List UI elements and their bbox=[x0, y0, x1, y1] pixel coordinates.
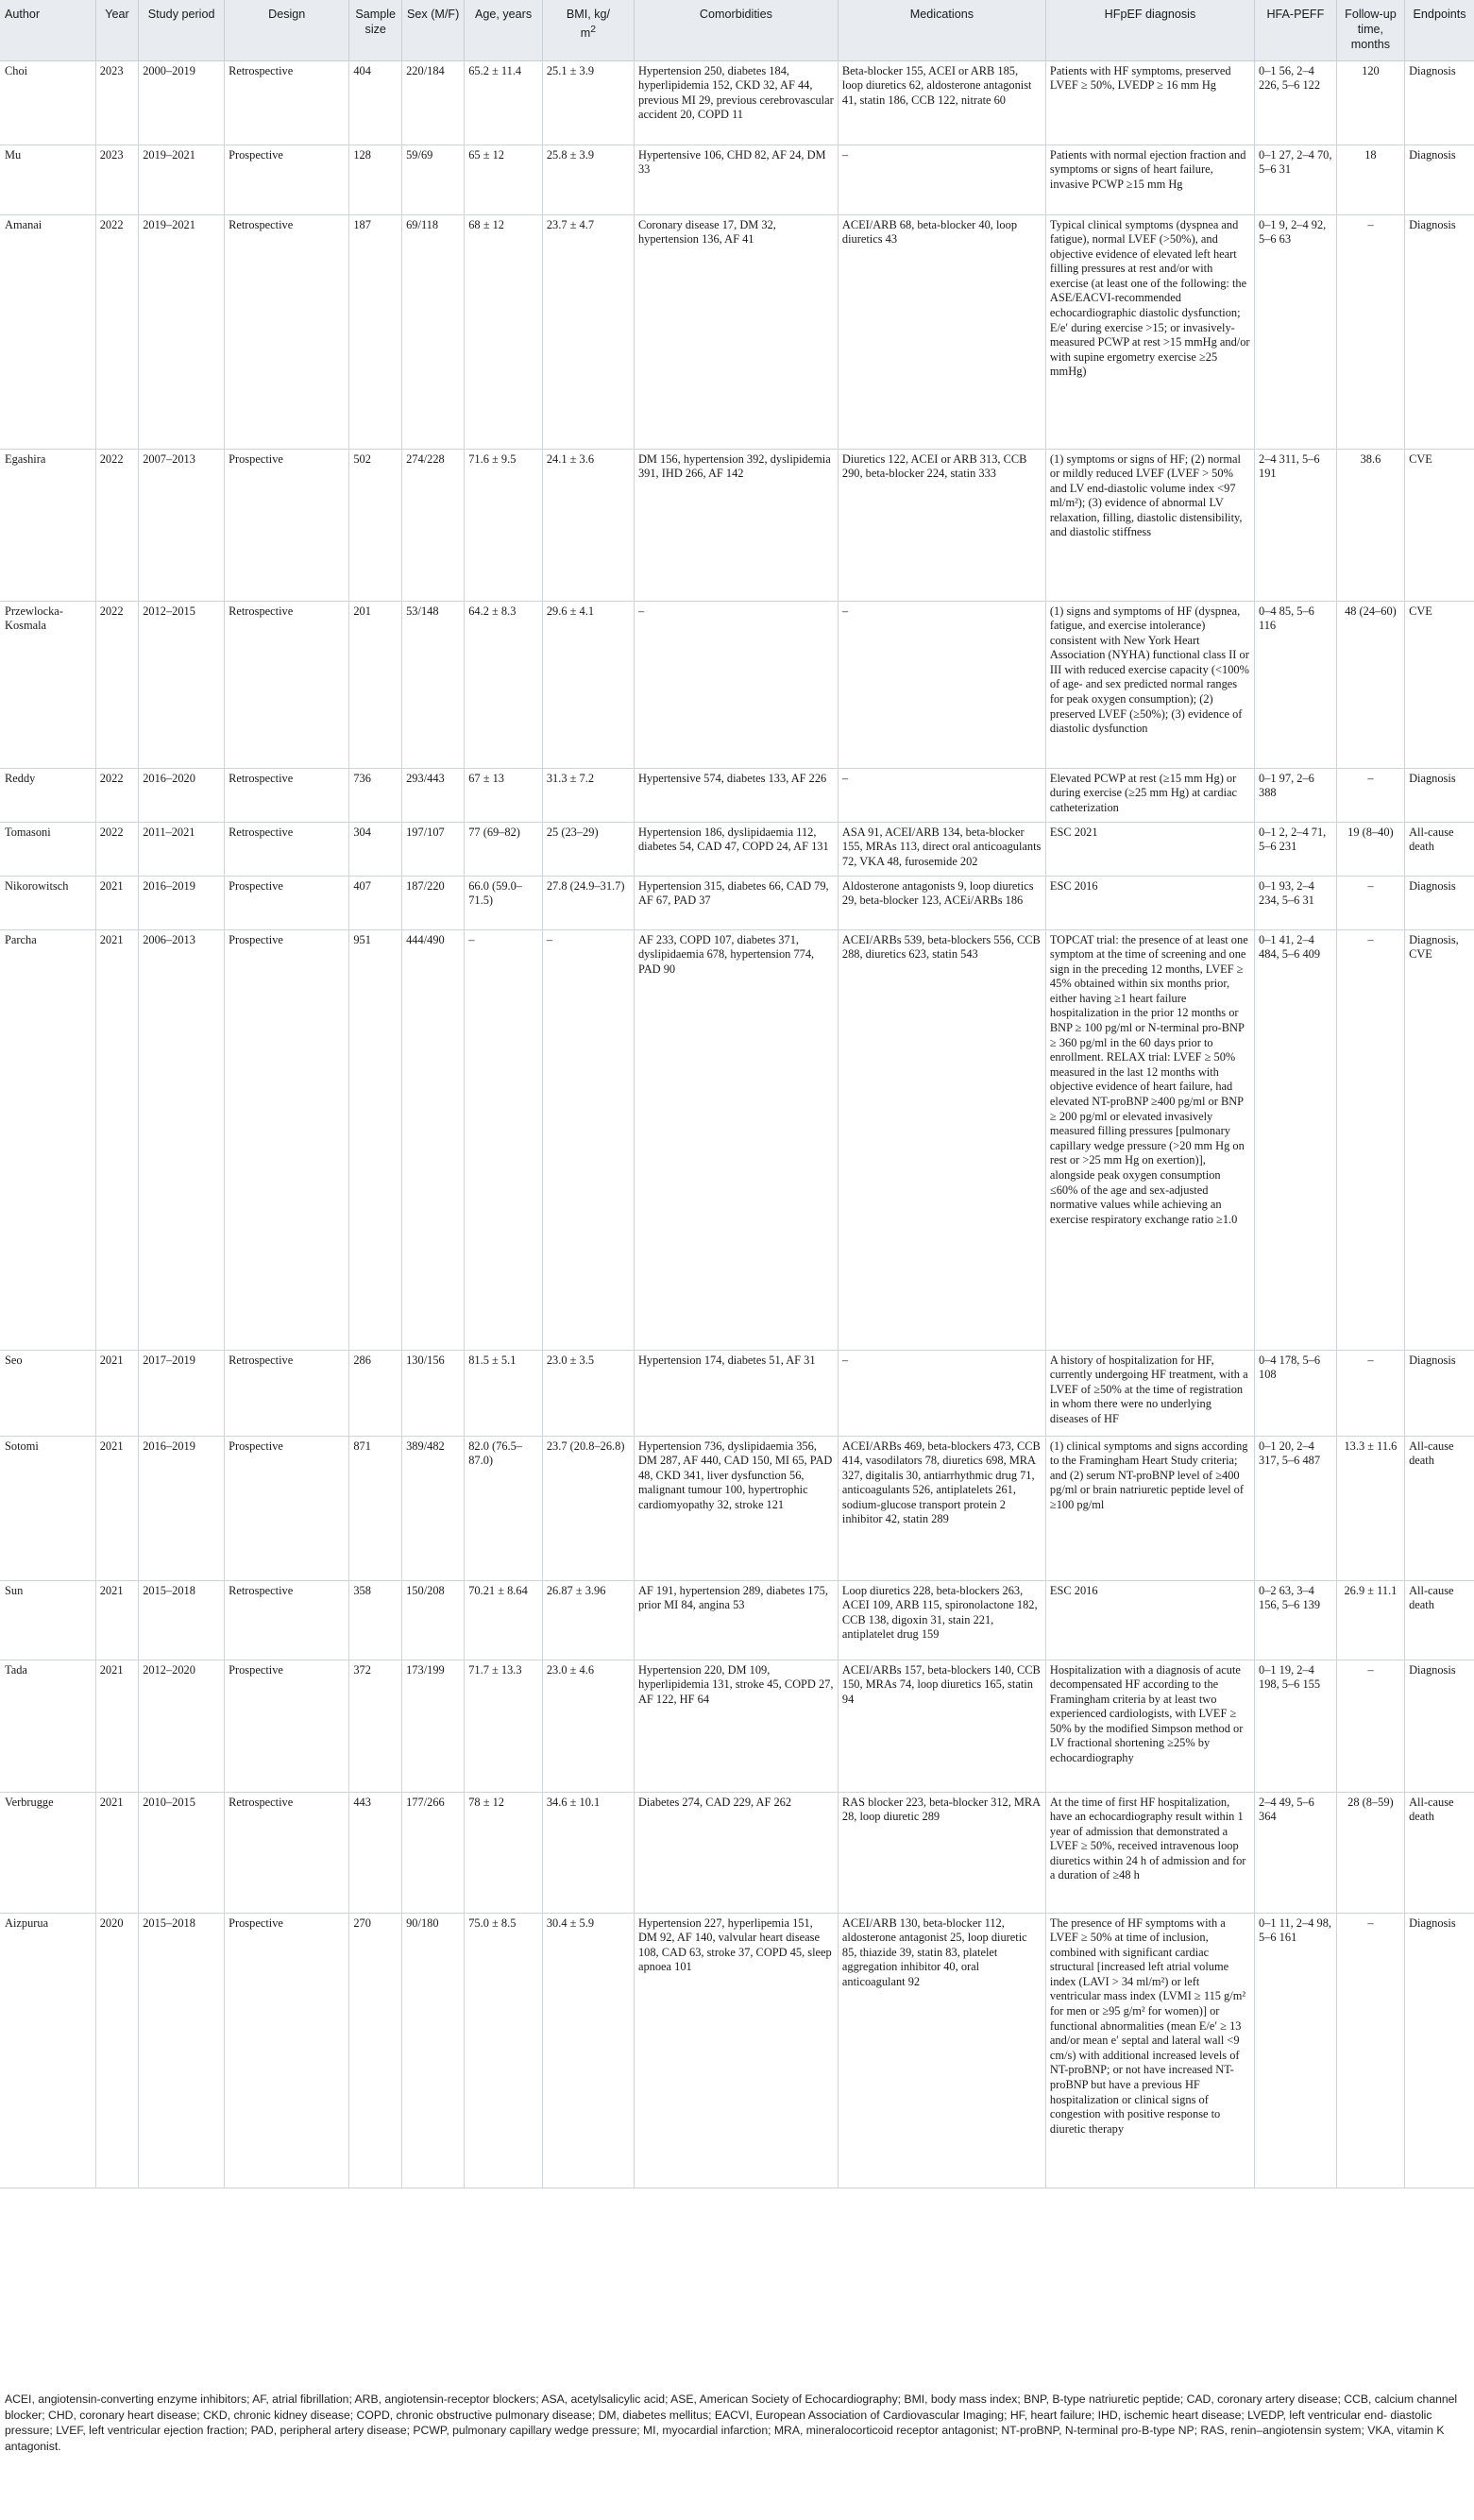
cell-follow-up: 48 (24–60) bbox=[1336, 601, 1404, 768]
cell-endpoints: CVE bbox=[1405, 449, 1474, 601]
cell-sample-size: 286 bbox=[349, 1350, 402, 1436]
table-row bbox=[0, 1792, 1474, 1913]
cell-endpoints: Diagnosis bbox=[1405, 60, 1474, 145]
cell-author: Seo bbox=[0, 1350, 95, 1436]
table-row bbox=[0, 1913, 1474, 2188]
cell-design: Prospective bbox=[225, 1436, 349, 1580]
cell-follow-up: 13.3 ± 11.6 bbox=[1336, 1436, 1404, 1580]
cell-year: 2021 bbox=[95, 876, 138, 929]
table-header-row bbox=[0, 0, 1474, 60]
cell-hfa-peff: 0–1 20, 2–4 317, 5–6 487 bbox=[1255, 1436, 1337, 1580]
cell-hfa-peff: 0–1 93, 2–4 234, 5–6 31 bbox=[1255, 876, 1337, 929]
cell-sex: 90/180 bbox=[402, 1913, 465, 2188]
cell-sample-size: 502 bbox=[349, 449, 402, 601]
cell-comorbidities: Hypertensive 106, CHD 82, AF 24, DM 33 bbox=[634, 145, 838, 214]
cell-endpoints: Diagnosis bbox=[1405, 1660, 1474, 1792]
cell-study-period: 2010–2015 bbox=[139, 1792, 225, 1913]
cell-design: Prospective bbox=[225, 145, 349, 214]
cell-author: Verbrugge bbox=[0, 1792, 95, 1913]
cell-endpoints: All-cause death bbox=[1405, 1436, 1474, 1580]
header-sample-size: Sample size bbox=[349, 0, 402, 60]
cell-hfpef-diagnosis: (1) symptoms or signs of HF; (2) normal or mildly reduced LVEF (LVEF > 50% and LV end-diastolic volume index <97 ml/m²); (3) evidence of abnormal LV relaxation, filling, diastolic distensibility, and diastolic stiffness bbox=[1045, 449, 1254, 601]
cell-year: 2021 bbox=[95, 929, 138, 1350]
cell-hfa-peff: 0–4 85, 5–6 116 bbox=[1255, 601, 1337, 768]
header-bmi bbox=[542, 0, 634, 60]
cell-bmi: – bbox=[542, 929, 634, 1350]
cell-study-period: 2012–2015 bbox=[139, 601, 225, 768]
cell-medications: ACEI/ARB 130, beta-blocker 112, aldosterone antagonist 25, loop diuretic 85, thiazide 39, statin 83, platelet aggregation inhibitor 40, oral anticoagulant 92 bbox=[838, 1913, 1045, 2188]
cell-sex: 293/443 bbox=[402, 768, 465, 822]
cell-sample-size: 404 bbox=[349, 60, 402, 145]
cell-author: Nikorowitsch bbox=[0, 876, 95, 929]
cell-bmi: 29.6 ± 4.1 bbox=[542, 601, 634, 768]
cell-hfa-peff: 2–4 49, 5–6 364 bbox=[1255, 1792, 1337, 1913]
cell-design: Retrospective bbox=[225, 1792, 349, 1913]
cell-author: Mu bbox=[0, 145, 95, 214]
cell-design: Retrospective bbox=[225, 601, 349, 768]
cell-comorbidities: Hypertension 315, diabetes 66, CAD 79, AF 67, PAD 37 bbox=[634, 876, 838, 929]
cell-age: – bbox=[465, 929, 543, 1350]
cell-hfpef-diagnosis: ESC 2016 bbox=[1045, 1580, 1254, 1660]
cell-comorbidities: Hypertensive 574, diabetes 133, AF 226 bbox=[634, 768, 838, 822]
cell-bmi: 23.0 ± 3.5 bbox=[542, 1350, 634, 1436]
cell-hfa-peff: 0–2 63, 3–4 156, 5–6 139 bbox=[1255, 1580, 1337, 1660]
cell-medications: Diuretics 122, ACEI or ARB 313, CCB 290, beta-blocker 224, statin 333 bbox=[838, 449, 1045, 601]
cell-age: 68 ± 12 bbox=[465, 214, 543, 449]
cell-medications: ACEI/ARB 68, beta-blocker 40, loop diuretics 43 bbox=[838, 214, 1045, 449]
cell-sex: 444/490 bbox=[402, 929, 465, 1350]
cell-comorbidities: Diabetes 274, CAD 229, AF 262 bbox=[634, 1792, 838, 1913]
cell-follow-up: 38.6 bbox=[1336, 449, 1404, 601]
cell-medications: ASA 91, ACEI/ARB 134, beta-blocker 155, MRAs 113, direct oral anticoagulants 72, VKA 48, furosemide 202 bbox=[838, 822, 1045, 876]
cell-comorbidities: Hypertension 174, diabetes 51, AF 31 bbox=[634, 1350, 838, 1436]
cell-year: 2023 bbox=[95, 60, 138, 145]
cell-author: Egashira bbox=[0, 449, 95, 601]
cell-sex: 177/266 bbox=[402, 1792, 465, 1913]
cell-author: Sun bbox=[0, 1580, 95, 1660]
header-endpoints: Endpoints bbox=[1405, 0, 1474, 60]
cell-study-period: 2019–2021 bbox=[139, 214, 225, 449]
header-design: Design bbox=[225, 0, 349, 60]
cell-comorbidities: Coronary disease 17, DM 32, hypertension 136, AF 41 bbox=[634, 214, 838, 449]
table-row bbox=[0, 876, 1474, 929]
cell-sex: 197/107 bbox=[402, 822, 465, 876]
cell-author: Aizpurua bbox=[0, 1913, 95, 2188]
cell-endpoints: Diagnosis bbox=[1405, 768, 1474, 822]
cell-sample-size: 128 bbox=[349, 145, 402, 214]
cell-comorbidities: Hypertension 736, dyslipidaemia 356, DM 287, AF 440, CAD 150, MI 65, PAD 48, CKD 341, liver dysfunction 56, malignant tumour 100, hypertrophic cardiomyopathy 32, stroke 121 bbox=[634, 1436, 838, 1580]
header-year: Year bbox=[95, 0, 138, 60]
cell-hfpef-diagnosis: ESC 2016 bbox=[1045, 876, 1254, 929]
cell-year: 2020 bbox=[95, 1913, 138, 2188]
cell-follow-up: – bbox=[1336, 1350, 1404, 1436]
cell-hfpef-diagnosis: (1) clinical symptoms and signs according to the Framingham Heart Study criteria; and (2) serum NT-proBNP level of ≥400 pg/ml or brain natriuretic peptide level of ≥100 pg/ml bbox=[1045, 1436, 1254, 1580]
cell-age: 64.2 ± 8.3 bbox=[465, 601, 543, 768]
cell-sample-size: 270 bbox=[349, 1913, 402, 2188]
cell-medications: ACEI/ARBs 469, beta-blockers 473, CCB 414, vasodilators 78, diuretics 698, MRA 327, digitalis 30, antiarrhythmic drug 71, anticoagulants 526, antiplatelets 261, sodium-glucose transport protein 2 inhibitor 42, statin 289 bbox=[838, 1436, 1045, 1580]
cell-study-period: 2017–2019 bbox=[139, 1350, 225, 1436]
table-row bbox=[0, 1436, 1474, 1580]
cell-design: Retrospective bbox=[225, 822, 349, 876]
cell-hfa-peff: 2–4 311, 5–6 191 bbox=[1255, 449, 1337, 601]
cell-year: 2022 bbox=[95, 214, 138, 449]
cell-age: 78 ± 12 bbox=[465, 1792, 543, 1913]
header-bmi-exponent: 2 bbox=[590, 24, 597, 35]
cell-medications: – bbox=[838, 768, 1045, 822]
cell-year: 2022 bbox=[95, 768, 138, 822]
cell-follow-up: – bbox=[1336, 214, 1404, 449]
cell-year: 2022 bbox=[95, 601, 138, 768]
cell-bmi: 31.3 ± 7.2 bbox=[542, 768, 634, 822]
header-bmi-unit: m bbox=[580, 26, 591, 41]
cell-study-period: 2000–2019 bbox=[139, 60, 225, 145]
cell-sample-size: 201 bbox=[349, 601, 402, 768]
cell-follow-up: – bbox=[1336, 768, 1404, 822]
header-follow-up: Follow-up time, months bbox=[1336, 0, 1404, 60]
cell-medications: RAS blocker 223, beta-blocker 312, MRA 28, loop diuretic 289 bbox=[838, 1792, 1045, 1913]
cell-sex: 150/208 bbox=[402, 1580, 465, 1660]
cell-medications: ACEI/ARBs 157, beta-blockers 140, CCB 150, MRAs 74, loop diuretics 165, statin 94 bbox=[838, 1660, 1045, 1792]
cell-hfa-peff: 0–1 56, 2–4 226, 5–6 122 bbox=[1255, 60, 1337, 145]
cell-sample-size: 407 bbox=[349, 876, 402, 929]
cell-study-period: 2019–2021 bbox=[139, 145, 225, 214]
cell-follow-up: 28 (8–59) bbox=[1336, 1792, 1404, 1913]
cell-age: 71.7 ± 13.3 bbox=[465, 1660, 543, 1792]
cell-medications: – bbox=[838, 1350, 1045, 1436]
cell-sample-size: 187 bbox=[349, 214, 402, 449]
cell-study-period: 2011–2021 bbox=[139, 822, 225, 876]
cell-design: Retrospective bbox=[225, 60, 349, 145]
cell-author: Tomasoni bbox=[0, 822, 95, 876]
cell-age: 81.5 ± 5.1 bbox=[465, 1350, 543, 1436]
cell-hfa-peff: 0–1 19, 2–4 198, 5–6 155 bbox=[1255, 1660, 1337, 1792]
cell-study-period: 2015–2018 bbox=[139, 1580, 225, 1660]
cell-study-period: 2015–2018 bbox=[139, 1913, 225, 2188]
cell-comorbidities: Hypertension 220, DM 109, hyperlipidemia 131, stroke 45, COPD 27, AF 122, HF 64 bbox=[634, 1660, 838, 1792]
cell-bmi: 30.4 ± 5.9 bbox=[542, 1913, 634, 2188]
cell-hfpef-diagnosis: Hospitalization with a diagnosis of acute decompensated HF according to the Framingham criteria by at least two experienced cardiologists, with LVEF ≥ 50% by the modified Simpson method or LV fractional shortening ≥25% by echocardiography bbox=[1045, 1660, 1254, 1792]
cell-hfa-peff: 0–1 27, 2–4 70, 5–6 31 bbox=[1255, 145, 1337, 214]
cell-age: 66.0 (59.0–71.5) bbox=[465, 876, 543, 929]
cell-age: 67 ± 13 bbox=[465, 768, 543, 822]
table-row bbox=[0, 822, 1474, 876]
cell-design: Prospective bbox=[225, 1913, 349, 2188]
cell-comorbidities: AF 233, COPD 107, diabetes 371, dyslipidaemia 678, hypertension 774, PAD 90 bbox=[634, 929, 838, 1350]
header-study-period: Study period bbox=[139, 0, 225, 60]
cell-follow-up: – bbox=[1336, 929, 1404, 1350]
cell-follow-up: – bbox=[1336, 1913, 1404, 2188]
cell-year: 2023 bbox=[95, 145, 138, 214]
cell-author: Sotomi bbox=[0, 1436, 95, 1580]
cell-sample-size: 871 bbox=[349, 1436, 402, 1580]
cell-comorbidities: Hypertension 250, diabetes 184, hyperlipidemia 152, CKD 32, AF 44, previous MI 29, previous cerebrovascular accident 20, COPD 11 bbox=[634, 60, 838, 145]
cell-hfa-peff: 0–1 2, 2–4 71, 5–6 231 bbox=[1255, 822, 1337, 876]
table-row bbox=[0, 601, 1474, 768]
cell-year: 2021 bbox=[95, 1580, 138, 1660]
cell-follow-up: 19 (8–40) bbox=[1336, 822, 1404, 876]
cell-age: 65.2 ± 11.4 bbox=[465, 60, 543, 145]
cell-medications: – bbox=[838, 145, 1045, 214]
cell-sex: 274/228 bbox=[402, 449, 465, 601]
cell-design: Retrospective bbox=[225, 214, 349, 449]
cell-year: 2021 bbox=[95, 1350, 138, 1436]
cell-bmi: 24.1 ± 3.6 bbox=[542, 449, 634, 601]
cell-endpoints: Diagnosis bbox=[1405, 876, 1474, 929]
cell-follow-up: 120 bbox=[1336, 60, 1404, 145]
cell-medications: Loop diuretics 228, beta-blockers 263, ACEI 109, ARB 115, spironolactone 182, CCB 138, digoxin 31, stain 221, antiplatelet drug 159 bbox=[838, 1580, 1045, 1660]
cell-sample-size: 951 bbox=[349, 929, 402, 1350]
cell-bmi: 23.7 ± 4.7 bbox=[542, 214, 634, 449]
cell-sex: 130/156 bbox=[402, 1350, 465, 1436]
cell-bmi: 23.7 (20.8–26.8) bbox=[542, 1436, 634, 1580]
table-row bbox=[0, 768, 1474, 822]
cell-year: 2022 bbox=[95, 449, 138, 601]
cell-design: Retrospective bbox=[225, 1580, 349, 1660]
table-row bbox=[0, 1350, 1474, 1436]
cell-design: Prospective bbox=[225, 876, 349, 929]
cell-author: Reddy bbox=[0, 768, 95, 822]
header-bmi-text: BMI, kg/ bbox=[566, 8, 610, 21]
cell-age: 77 (69–82) bbox=[465, 822, 543, 876]
table-row bbox=[0, 145, 1474, 214]
cell-study-period: 2012–2020 bbox=[139, 1660, 225, 1792]
header-medications: Medications bbox=[838, 0, 1045, 60]
cell-medications: ACEI/ARBs 539, beta-blockers 556, CCB 288, diuretics 623, statin 543 bbox=[838, 929, 1045, 1350]
cell-endpoints: Diagnosis, CVE bbox=[1405, 929, 1474, 1350]
cell-medications: – bbox=[838, 601, 1045, 768]
cell-age: 71.6 ± 9.5 bbox=[465, 449, 543, 601]
cell-medications: Aldosterone antagonists 9, loop diuretics 29, beta-blocker 123, ACEi/ARBs 186 bbox=[838, 876, 1045, 929]
cell-endpoints: All-cause death bbox=[1405, 1792, 1474, 1913]
table-row bbox=[0, 929, 1474, 1350]
cell-bmi: 25.1 ± 3.9 bbox=[542, 60, 634, 145]
cell-hfpef-diagnosis: ESC 2021 bbox=[1045, 822, 1254, 876]
cell-study-period: 2016–2019 bbox=[139, 1436, 225, 1580]
cell-age: 75.0 ± 8.5 bbox=[465, 1913, 543, 2188]
table-row bbox=[0, 449, 1474, 601]
cell-year: 2022 bbox=[95, 822, 138, 876]
cell-author: Choi bbox=[0, 60, 95, 145]
cell-sex: 187/220 bbox=[402, 876, 465, 929]
cell-author: Tada bbox=[0, 1660, 95, 1792]
cell-age: 82.0 (76.5–87.0) bbox=[465, 1436, 543, 1580]
cell-hfa-peff: 0–1 9, 2–4 92, 5–6 63 bbox=[1255, 214, 1337, 449]
cell-bmi: 25 (23–29) bbox=[542, 822, 634, 876]
cell-follow-up: – bbox=[1336, 876, 1404, 929]
cell-sex: 53/148 bbox=[402, 601, 465, 768]
cell-design: Prospective bbox=[225, 1660, 349, 1792]
cell-endpoints: Diagnosis bbox=[1405, 145, 1474, 214]
cell-medications: Beta-blocker 155, ACEI or ARB 185, loop diuretics 62, aldosterone antagonist 41, statin 186, CCB 122, nitrate 60 bbox=[838, 60, 1045, 145]
cell-endpoints: All-cause death bbox=[1405, 1580, 1474, 1660]
header-sex: Sex (M/F) bbox=[402, 0, 465, 60]
cell-year: 2021 bbox=[95, 1660, 138, 1792]
cell-study-period: 2006–2013 bbox=[139, 929, 225, 1350]
header-age: Age, years bbox=[465, 0, 543, 60]
cell-follow-up: 26.9 ± 11.1 bbox=[1336, 1580, 1404, 1660]
cell-bmi: 27.8 (24.9–31.7) bbox=[542, 876, 634, 929]
cell-bmi: 34.6 ± 10.1 bbox=[542, 1792, 634, 1913]
cell-bmi: 23.0 ± 4.6 bbox=[542, 1660, 634, 1792]
cell-hfa-peff: 0–4 178, 5–6 108 bbox=[1255, 1350, 1337, 1436]
cell-hfpef-diagnosis: TOPCAT trial: the presence of at least one symptom at the time of screening and one sign in the preceding 12 months, LVEF ≥ 45% obtained within six months prior, either having ≥1 heart failure hospitalization in the prior 12 months or BNP ≥ 100 pg/ml or N-terminal pro-BNP ≥ 360 pg/ml in the 60 days prior to enrollment. RELAX trial: LVEF ≥ 50% measured in the last 12 months with objective evidence of heart failure, had elevated NT-proBNP ≥400 pg/ml or BNP ≥ 200 pg/ml or elevated invasively measured filling pressures [pulmonary capillary wedge pressure (>20 mm Hg on rest or >25 mm Hg on exertion)], alongside peak oxygen consumption ≤60% of the age and sex-adjusted normative values while achieving an exercise respiratory exchange ratio ≥1.0 bbox=[1045, 929, 1254, 1350]
cell-design: Prospective bbox=[225, 929, 349, 1350]
cell-study-period: 2007–2013 bbox=[139, 449, 225, 601]
cell-author: Amanai bbox=[0, 214, 95, 449]
cell-follow-up: 18 bbox=[1336, 145, 1404, 214]
cell-design: Retrospective bbox=[225, 768, 349, 822]
cell-sample-size: 372 bbox=[349, 1660, 402, 1792]
cell-bmi: 26.87 ± 3.96 bbox=[542, 1580, 634, 1660]
header-hfa-peff: HFA-PEFF bbox=[1255, 0, 1337, 60]
cell-endpoints: Diagnosis bbox=[1405, 1913, 1474, 2188]
cell-sample-size: 304 bbox=[349, 822, 402, 876]
table-row bbox=[0, 1660, 1474, 1792]
cell-hfpef-diagnosis: A history of hospitalization for HF, currently undergoing HF treatment, with a LVEF of ≥50% at the time of registration in whom there were no underlying diseases of HF bbox=[1045, 1350, 1254, 1436]
cell-sample-size: 443 bbox=[349, 1792, 402, 1913]
cell-hfa-peff: 0–1 41, 2–4 484, 5–6 409 bbox=[1255, 929, 1337, 1350]
header-comorbidities: Comorbidities bbox=[634, 0, 838, 60]
cell-hfpef-diagnosis: Typical clinical symptoms (dyspnea and fatigue), normal LVEF (>50%), and objective evidence of elevated left heart filling pressures at rest and/or with exercise (at least one of the following: the ASE/EACVI-recommended echocardiographic diastolic dysfunction; E/e′ during exercise >15; or invasively-measured PCWP at rest >15 mmHg and/or with supine ergometry exercise ≥25 mmHg) bbox=[1045, 214, 1254, 449]
cell-sex: 389/482 bbox=[402, 1436, 465, 1580]
cell-study-period: 2016–2020 bbox=[139, 768, 225, 822]
cell-year: 2021 bbox=[95, 1436, 138, 1580]
cell-hfpef-diagnosis: Patients with HF symptoms, preserved LVEF ≥ 50%, LVEDP ≥ 16 mm Hg bbox=[1045, 60, 1254, 145]
cell-sample-size: 358 bbox=[349, 1580, 402, 1660]
cell-hfpef-diagnosis: At the time of first HF hospitalization, have an echocardiography result within 1 year of admission that demonstrated a LVEF ≥ 50%, received intravenous loop diuretics within 24 h of admission and for a duration of ≥48 h bbox=[1045, 1792, 1254, 1913]
cell-hfpef-diagnosis: (1) signs and symptoms of HF (dyspnea, fatigue, and exercise intolerance) consistent with New York Heart Association (NYHA) functional class II or III with reduced exercise capacity (<100% of age- and sex predicted normal ranges for peak oxygen consumption); (2) preserved LVEF (≥50%); (3) evidence of diastolic dysfunction bbox=[1045, 601, 1254, 768]
cell-design: Retrospective bbox=[225, 1350, 349, 1436]
cell-year: 2021 bbox=[95, 1792, 138, 1913]
cell-age: 65 ± 12 bbox=[465, 145, 543, 214]
cell-age: 70.21 ± 8.64 bbox=[465, 1580, 543, 1660]
cell-hfpef-diagnosis: The presence of HF symptoms with a LVEF ≥ 50% at time of inclusion, combined with significant cardiac structural [increased left atrial volume index (LAVI > 34 ml/m²) or left ventricular mass index (LVMI ≥ 115 g/m² for men or ≥95 g/m² for women)] or functional abnormalities (mean E/e′ ≥ 13 and/or mean e′ septal and lateral wall <9 cm/s) with additional increased levels of NT-proBNP; or not have increased NT-proBNP but have a previous HF hospitalization or clinical signs of congestion with positive response to diuretic therapy bbox=[1045, 1913, 1254, 2188]
cell-author: Parcha bbox=[0, 929, 95, 1350]
cell-sex: 69/118 bbox=[402, 214, 465, 449]
cell-author: Przewlocka-Kosmala bbox=[0, 601, 95, 768]
cell-endpoints: Diagnosis bbox=[1405, 214, 1474, 449]
cell-endpoints: CVE bbox=[1405, 601, 1474, 768]
header-hfpef-diagnosis: HFpEF diagnosis bbox=[1045, 0, 1254, 60]
cell-hfa-peff: 0–1 97, 2–6 388 bbox=[1255, 768, 1337, 822]
cell-sample-size: 736 bbox=[349, 768, 402, 822]
table-row bbox=[0, 1580, 1474, 1660]
cell-comorbidities: DM 156, hypertension 392, dyslipidemia 391, IHD 266, AF 142 bbox=[634, 449, 838, 601]
table-row bbox=[0, 60, 1474, 145]
cell-endpoints: Diagnosis bbox=[1405, 1350, 1474, 1436]
cell-bmi: 25.8 ± 3.9 bbox=[542, 145, 634, 214]
cell-hfpef-diagnosis: Elevated PCWP at rest (≥15 mm Hg) or during exercise (≥25 mm Hg) at cardiac catheterization bbox=[1045, 768, 1254, 822]
cell-sex: 59/69 bbox=[402, 145, 465, 214]
cell-sex: 220/184 bbox=[402, 60, 465, 145]
cell-comorbidities: Hypertension 227, hyperlipemia 151, DM 92, AF 140, valvular heart disease 108, CAD 63, stroke 37, COPD 45, sleep apnoea 101 bbox=[634, 1913, 838, 2188]
cell-design: Prospective bbox=[225, 449, 349, 601]
cell-follow-up: – bbox=[1336, 1660, 1404, 1792]
table-footnote: ACEI, angiotensin-converting enzyme inhibitors; AF, atrial fibrillation; ARB, angiotensin-receptor blockers; ASA, acetylsalicylic acid; ASE, American Society of Echocardiography; BMI, body mass index; BNP, B-type natriuretic peptide; CAD, coronary artery disease; CCB, calcium channel blocker; CHD, coronary heart disease; CKD, chronic kidney disease; COPD, chronic obstructive pulmonary disease; DM, diabetes mellitus; EACVI, European Association of Cardiovascular Imaging; HF, heart failure; IHD, ischemic heart disease; LVEDP, left ventricular end- diastolic pressure; LVEF, left ventricular ejection fraction; PAD, peripheral artery disease; PCWP, pulmonary capillary wedge pressure; MI, myocardial infarction; MRA, mineralocorticoid receptor antagonist; NT-proBNP, N-terminal pro-B-type NP; RAS, renin–angiotensin system; VKA, vitamin K antagonist. bbox=[5, 2392, 1458, 2453]
cell-hfpef-diagnosis: Patients with normal ejection fraction and symptoms or signs of heart failure, invasive PCWP ≥15 mm Hg bbox=[1045, 145, 1254, 214]
cell-study-period: 2016–2019 bbox=[139, 876, 225, 929]
cell-comorbidities: AF 191, hypertension 289, diabetes 175, prior MI 84, angina 53 bbox=[634, 1580, 838, 1660]
cell-comorbidities: – bbox=[634, 601, 838, 768]
table-body bbox=[0, 60, 1474, 2188]
cell-comorbidities: Hypertension 186, dyslipidaemia 112, diabetes 54, CAD 47, COPD 24, AF 131 bbox=[634, 822, 838, 876]
cell-hfa-peff: 0–1 11, 2–4 98, 5–6 161 bbox=[1255, 1913, 1337, 2188]
cell-sex: 173/199 bbox=[402, 1660, 465, 1792]
table-row bbox=[0, 214, 1474, 449]
header-author: Author bbox=[0, 0, 95, 60]
cell-endpoints: All-cause death bbox=[1405, 822, 1474, 876]
